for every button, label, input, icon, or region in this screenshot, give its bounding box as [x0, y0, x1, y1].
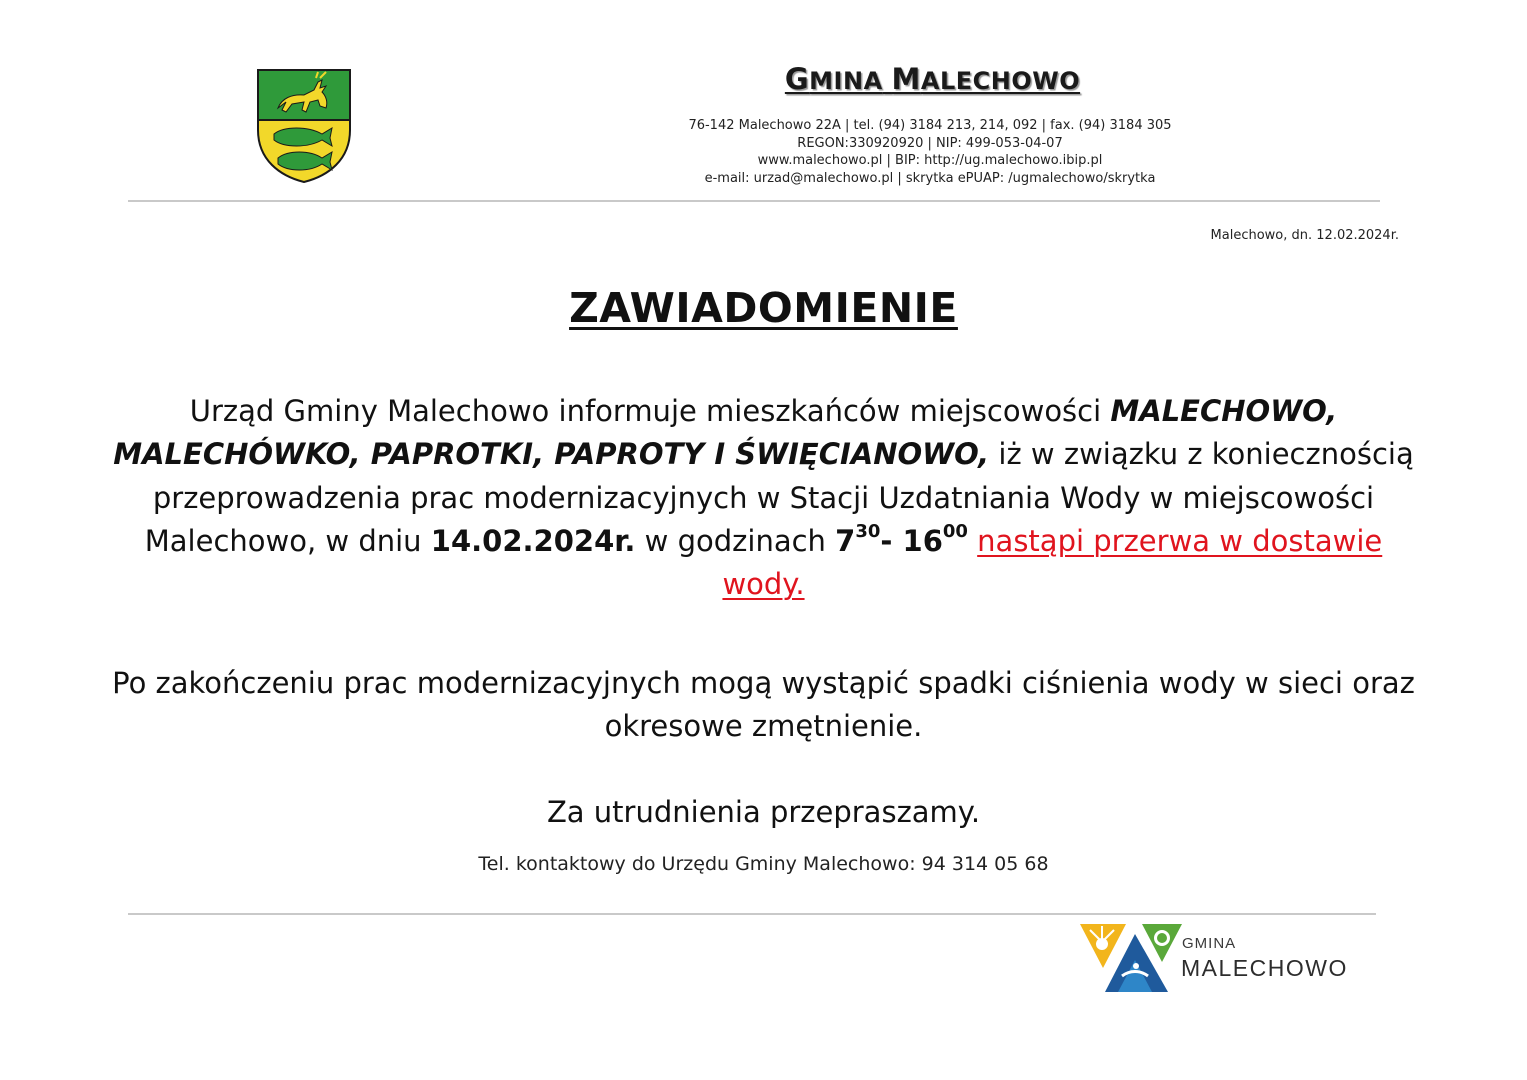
contact-email-line: e-mail: urzad@malechowo.pl | skrytka ePUAP: /ugmalechowo/skrytka [704, 170, 1156, 186]
followup-paragraph: Po zakończeniu prac modernizacyjnych mogą wystąpić spadki ciśnienia wody w sieci oraz okresowe zmętnienie. [112, 666, 1415, 743]
contact-regon-line: REGON:330920920 | NIP: 499-053-04-07 [797, 135, 1063, 151]
gmina-logo-icon [1078, 920, 1188, 995]
notice-reason: iż w związku z koniecznością przeprowadzenia prac modernizacyjnych w Stacji Uzdatniania Wody w miejscowości Malechowo, w dniu [144, 437, 1414, 558]
document-date: Malechowo, dn. 12.02.2024r. [1210, 228, 1399, 243]
footer-divider [128, 913, 1376, 915]
contact-web-line: www.malechowo.pl | BIP: http://ug.malechowo.ibip.pl [757, 153, 1103, 169]
logo-text-malechowo: MALECHOWO [1181, 955, 1348, 981]
header-divider [128, 200, 1380, 202]
municipality-title: GMINA MALECHOWO [784, 62, 1081, 96]
localities-list: MALECHOWO, MALECHÓWKO, PAPROTKI, PAPROTY I ŚWIĘCIANOWO, [113, 394, 1338, 472]
coat-of-arms [256, 68, 352, 184]
outage-date: 14.02.2024r. [430, 523, 636, 558]
contact-address-line: 76-142 Malechowo 22A | tel. (94) 3184 213, 214, 092 | fax. (94) 3184 305 [688, 118, 1172, 133]
contact-phone: Tel. kontaktowy do Urzędu Gminy Malechowo: 94 314 05 68 [478, 853, 1049, 875]
outage-hours: $7^{30}-$ $16^{00}$ [835, 521, 968, 558]
notice-body [110, 390, 1417, 606]
apology-text: Za utrudnienia przepraszamy. [546, 795, 981, 829]
outage-warning: nastąpi przerwa w dostawie wody. [722, 523, 1383, 602]
notice-heading: ZAWIADOMIENIE [569, 284, 958, 332]
notice-intro: Urząd Gminy Malechowo informuje mieszkańców miejscowości [189, 394, 1102, 428]
hours-label: w godzinach [644, 523, 826, 558]
contact-block [600, 117, 1260, 187]
logo-text-gmina: GMINA [1182, 935, 1237, 952]
